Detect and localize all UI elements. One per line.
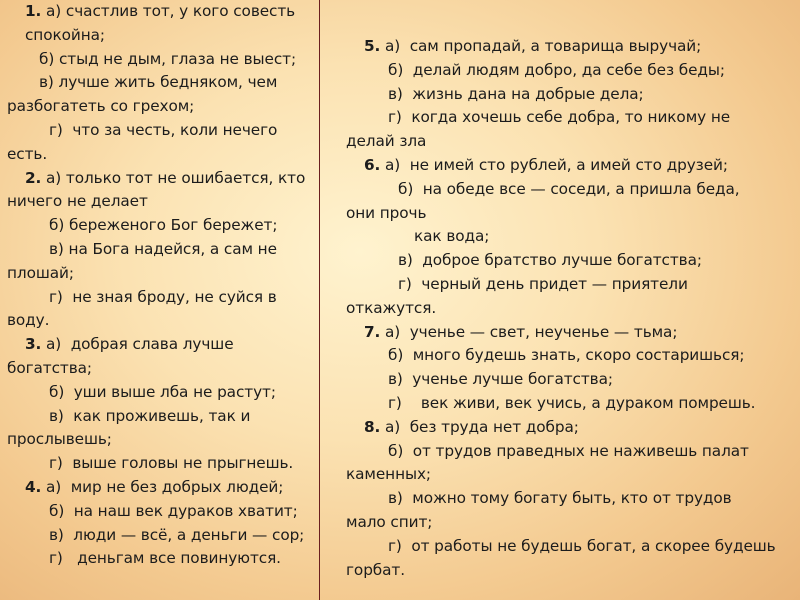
line-text: в) на Бога надейся, а сам не — [49, 239, 277, 258]
text-line — [7, 500, 319, 524]
line-text: б) делай людям добро, да себе без беды; — [388, 60, 725, 79]
text-line — [346, 440, 782, 464]
text-line — [7, 48, 319, 72]
text-line — [346, 321, 782, 345]
text-line — [346, 559, 782, 583]
line-text: г) век живи, век учись, а дураком помрешь. — [388, 393, 756, 412]
text-line — [7, 357, 319, 381]
text-line — [346, 463, 782, 487]
text-line — [7, 143, 319, 167]
item-number: 5. — [364, 37, 381, 55]
line-text: мало спит; — [346, 512, 433, 531]
text-line — [7, 333, 319, 357]
line-text: г) черный день придет — приятели — [398, 274, 688, 293]
line-text: г) что за честь, коли нечего — [49, 120, 278, 139]
line-text: прослывешь; — [7, 430, 112, 449]
line-text: а) счастлив тот, у кого совесть — [41, 2, 296, 20]
line-text: в) лучше жить бедняком, чем — [39, 73, 278, 92]
text-line — [346, 273, 782, 297]
text-line — [7, 167, 319, 191]
text-line — [7, 286, 319, 310]
text-line — [346, 535, 782, 559]
text-line — [7, 119, 319, 143]
line-text: в) люди — всё, а деньги — сор; — [49, 525, 305, 544]
line-text: горбат. — [346, 560, 405, 579]
text-line — [346, 249, 782, 273]
text-line — [7, 214, 319, 238]
text-line — [7, 0, 319, 24]
line-text: б) много будешь знать, скоро состаришься; — [388, 346, 745, 365]
line-text: б) на наш век дураков хватит; — [49, 501, 298, 520]
text-line — [7, 24, 319, 48]
line-text: г) не зная броду, не суйся в — [49, 287, 277, 306]
text-line — [346, 130, 782, 154]
text-line — [7, 95, 319, 119]
text-line — [346, 344, 782, 368]
text-line — [7, 71, 319, 95]
column-divider — [319, 0, 320, 600]
text-line — [346, 416, 782, 440]
text-line — [7, 190, 319, 214]
item-number: 6. — [364, 155, 381, 174]
line-text: богатства; — [7, 358, 92, 377]
line-text: в) ученье лучше богатства; — [388, 370, 613, 389]
text-line — [346, 83, 782, 107]
text-line — [346, 368, 782, 392]
line-text: они прочь — [346, 203, 427, 222]
line-text: в) жизнь дана на добрые дела; — [388, 84, 644, 103]
text-line — [7, 524, 319, 548]
line-text: а) ученье — свет, неученье — тьма; — [380, 322, 678, 341]
text-line — [7, 476, 319, 500]
line-text: а) только тот не ошибается, кто — [41, 168, 306, 187]
text-line — [346, 225, 782, 249]
item-number: 4. — [25, 477, 42, 496]
line-text: ничего не делает — [7, 192, 148, 211]
line-text: а) не имей сто рублей, а имей сто друзей; — [380, 155, 728, 174]
line-text: б) на обеде все — соседи, а пришла беда, — [398, 179, 740, 198]
item-number: 8. — [364, 417, 381, 436]
item-number: 2. — [25, 168, 42, 187]
text-line — [346, 154, 782, 178]
text-line — [346, 487, 782, 511]
line-text: б) стыд не дым, глаза не выест; — [39, 49, 297, 68]
text-line — [7, 381, 319, 405]
text-line — [7, 238, 319, 262]
item-number: 1. — [25, 2, 42, 20]
line-text: как вода; — [414, 227, 490, 246]
line-text: б) уши выше лба не растут; — [49, 382, 276, 401]
text-line — [7, 547, 319, 571]
line-text: плошай; — [7, 263, 74, 282]
line-text: делай зла — [346, 132, 427, 151]
text-line — [346, 35, 782, 59]
text-line — [346, 202, 782, 226]
text-line — [7, 452, 319, 476]
line-text: разбогатеть со грехом; — [7, 97, 195, 116]
line-text: г) когда хочешь себе добра, то никому не — [388, 108, 731, 127]
text-line — [7, 405, 319, 429]
line-text: г) от работы не будешь богат, а скорее будешь — [388, 536, 776, 555]
line-text: есть. — [7, 144, 48, 163]
line-text: г) выше головы не прыгнешь. — [49, 454, 294, 473]
line-text: г) деньгам все повинуются. — [49, 549, 281, 568]
text-line — [346, 106, 782, 130]
line-text: а) мир не без добрых людей; — [41, 477, 284, 496]
text-line — [7, 428, 319, 452]
text-line — [346, 511, 782, 535]
line-text: б) от трудов праведных не наживешь палат — [388, 441, 749, 460]
line-text: каменных; — [346, 465, 431, 484]
line-text: а) сам пропадай, а товарища выручай; — [380, 37, 702, 55]
line-text: а) без труда нет добра; — [380, 417, 579, 436]
item-number: 7. — [364, 322, 381, 341]
line-text: воду. — [7, 311, 50, 330]
item-number: 3. — [25, 335, 42, 354]
line-text: в) как проживешь, так и — [49, 406, 251, 425]
line-text: в) можно тому богату быть, кто от трудов — [388, 489, 732, 508]
text-line — [7, 262, 319, 286]
line-text: в) доброе братство лучше богатства; — [398, 251, 702, 270]
text-line — [346, 178, 782, 202]
right-column — [346, 35, 782, 582]
text-line — [7, 309, 319, 333]
line-text: б) береженого Бог бережет; — [49, 216, 278, 235]
text-line — [346, 392, 782, 416]
line-text: а) добрая слава лучше — [41, 335, 234, 354]
text-line — [346, 297, 782, 321]
text-line — [346, 59, 782, 83]
line-text: спокойна; — [25, 25, 105, 44]
line-text: откажутся. — [346, 298, 437, 317]
left-column — [7, 0, 319, 571]
